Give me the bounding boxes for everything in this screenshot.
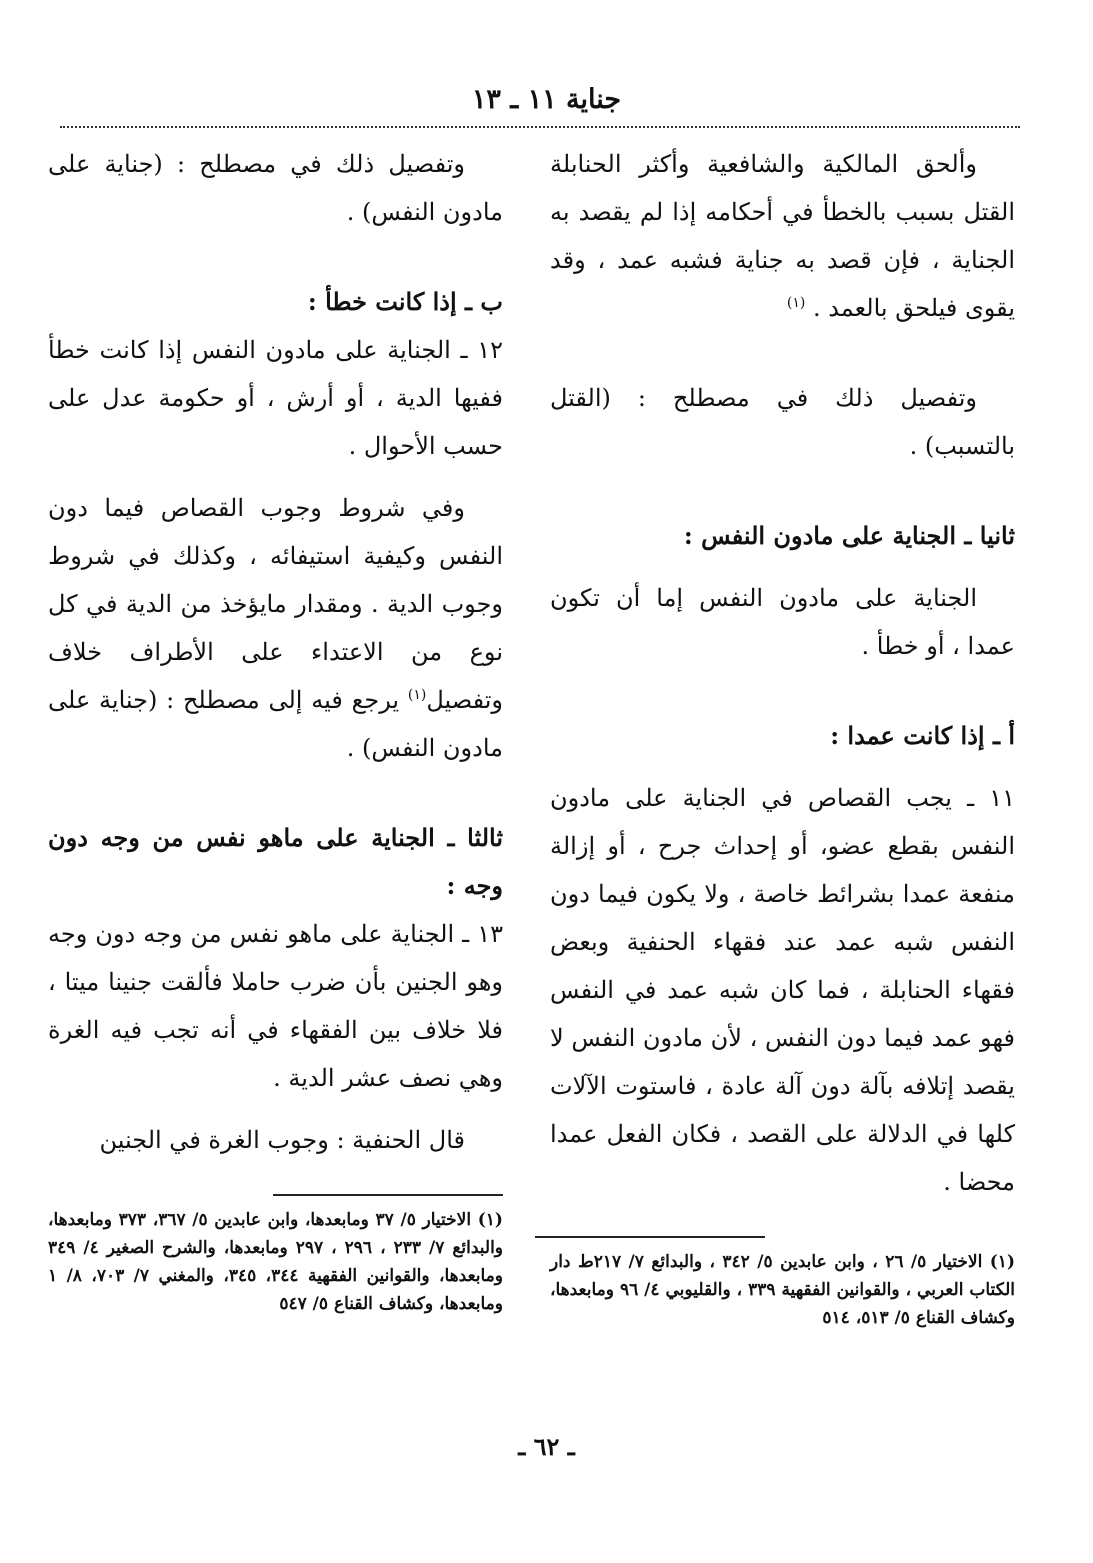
header-divider [60, 126, 1020, 128]
footnote-ref[interactable]: (١) [786, 295, 806, 311]
paragraph-text: وألحق المالكية والشافعية وأكثر الحنابلة القتل بسبب بالخطأ في أحكامه إذا لم يقصد به الجناية ، فإن قصد به جناية فشبه عمد ، وقد يقوى فيلحق بالعمد . [550, 150, 1015, 322]
footnote-ref[interactable]: (١) [407, 687, 427, 703]
paragraph-text: وفي شروط وجوب القصاص فيما دون النفس وكيفية استيفائه ، وكذلك في شروط وجوب الدية . ومقدار مايؤخذ من الدية في كل نوع من الاعتداء على الأطراف خلاف وتفصيل [48, 494, 503, 714]
paragraph: الجناية على مادون النفس إما أن تكون عمدا ، أو خطأ . [550, 584, 1015, 660]
running-header: جناية ١١ ـ ١٣ [471, 84, 622, 115]
paragraph [550, 140, 1015, 332]
paragraph-text: يرجع فيه إلى مصطلح : (جناية على مادون النفس) . [48, 686, 503, 762]
subsection-heading: ب ـ إذا كانت خطأ : [307, 287, 503, 316]
section-heading: ثالثا ـ الجناية على ماهو نفس من وجه دون وجه : [48, 823, 503, 900]
footnote: (١) الاختيار ٥/ ٢٦ ، وابن عابدين ٥/ ٣٤٢ ، والبدائع ٧/ ٢١٧ط دار الكتاب العربي ، والقوانين الفقهية ٣٣٩ ، والقليوبي ٤/ ٩٦ ومابعدها، وكشاف القناع ٥/ ٥١٣، ٥١٤ [550, 1252, 1015, 1328]
paragraph: ١٢ ـ الجناية على مادون النفس إذا كانت خطأ ففيها الدية ، أو أرش ، أو حكومة عدل على حسب الأحوال . [48, 336, 503, 460]
paragraph: وتفصيل ذلك في مصطلح : (جناية على مادون النفس) . [48, 150, 503, 226]
footnote-divider [535, 1236, 765, 1238]
paragraph: وتفصيل ذلك في مصطلح : (القتل بالتسبب) . [550, 384, 1015, 460]
subsection-heading: أ ـ إذا كانت عمدا : [830, 721, 1015, 750]
page-number: ـ ٦٢ ـ [518, 1432, 575, 1461]
section-heading: ثانيا ـ الجناية على مادون النفس : [683, 521, 1015, 550]
paragraph [48, 484, 503, 772]
paragraph: قال الحنفية : وجوب الغرة في الجنين [99, 1126, 465, 1154]
footnote: (١) الاختيار ٥/ ٣٧ ومابعدها، وابن عابدين ٥/ ٣٦٧، ٣٧٣ ومابعدها، والبدائع ٧/ ٢٣٣ ، ٢٩٦ ، ٢٩٧ ومابعدها، والشرح الصغير ٤/ ٣٤٩ ومابعدها، والقوانين الفقهية ٣٤٤، ٣٤٥، والمغني ٧/ ٧٠٣، ٨/ ١ ومابعدها، وكشاف القناع ٥/ ٥٤٧ [48, 1210, 504, 1314]
paragraph: ١٣ ـ الجناية على ماهو نفس من وجه دون وجه وهو الجنين بأن ضرب حاملا فألقت جنينا ميتا ، فلا خلاف بين الفقهاء في أنه تجب فيه الغرة وهي نصف عشر الدية . [48, 920, 503, 1092]
right-column [550, 140, 1015, 1332]
left-column [48, 140, 503, 1318]
footnote-divider [273, 1194, 503, 1196]
paragraph: ١١ ـ يجب القصاص في الجناية على مادون النفس بقطع عضو، أو إحداث جرح ، أو إزالة منفعة عمدا بشرائط خاصة ، ولا يكون فيما دون النفس شبه عمد عند فقهاء الحنفية وبعض فقهاء الحنابلة ، فما كان شبه عمد في النفس فهو عمد فيما دون النفس ، لأن مادون النفس لا يقصد إتلافه بآلة دون آلة عادة ، فاستوت الآلات كلها في الدلالة على القصد ، فكان الفعل عمدا محضا . [550, 784, 1015, 1196]
